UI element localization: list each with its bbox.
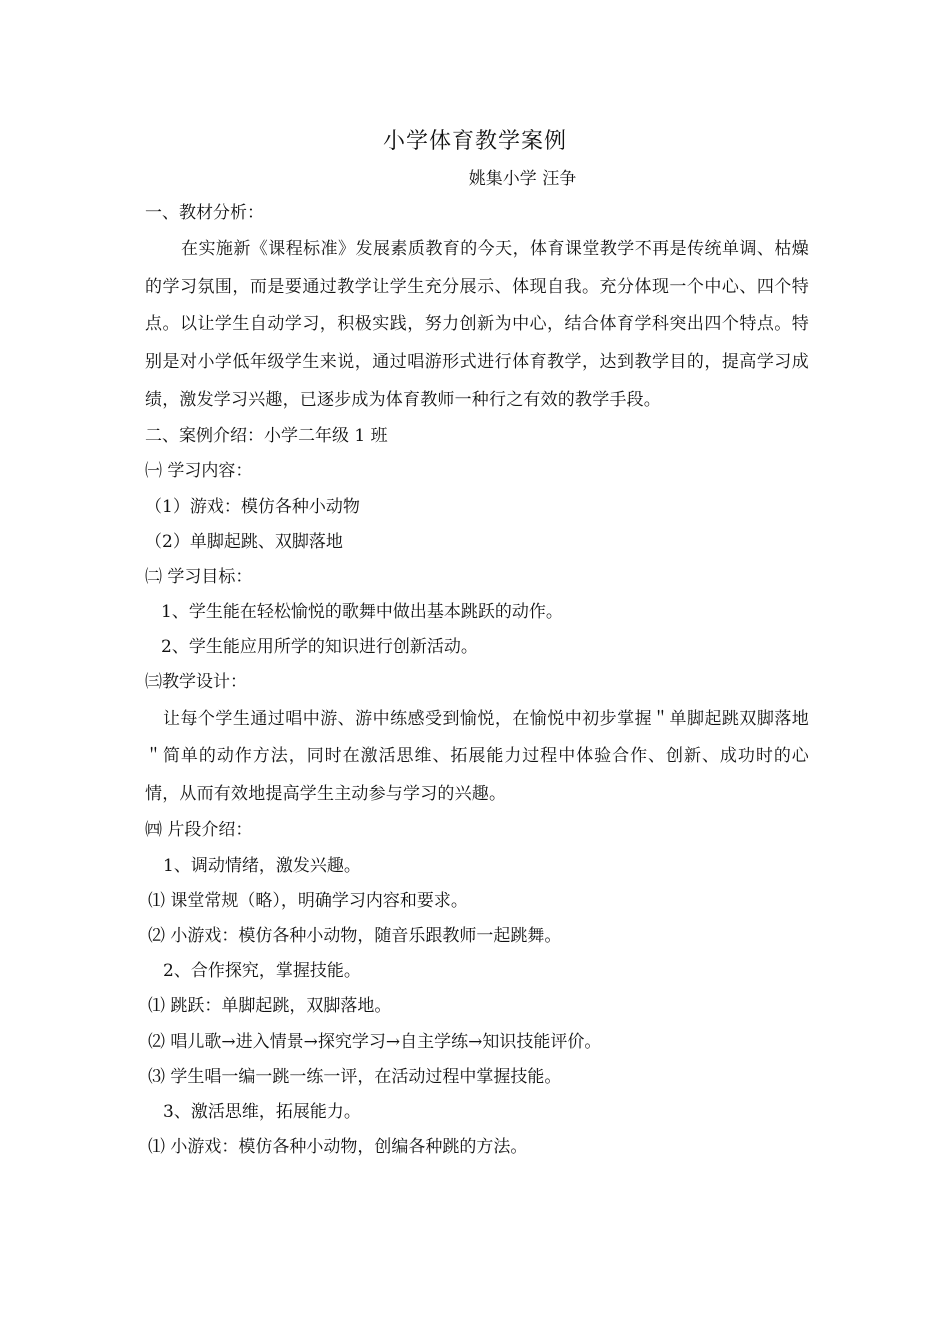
goal-item-1: 1、学生能在轻松愉悦的歌舞中做出基本跳跃的动作。 [161,602,563,623]
segment-1-b: ⑵ 小游戏：模仿各种小动物，随音乐跟教师一起跳舞。 [148,926,562,946]
segment-2-c: ⑶ 学生唱一编一跳一练一评，在活动过程中掌握技能。 [148,1066,562,1087]
content-item-2: （2）单脚起跳、双脚落地 [145,531,343,552]
design-heading: ㈢教学设计： [145,672,247,693]
segment-3-a: ⑴ 小游戏：模仿各种小动物，创编各种跳的方法。 [148,1137,528,1158]
segment-2-a: ⑴ 跳跃：单脚起跳，双脚落地。 [148,996,392,1017]
content-item-1: （1）游戏：模仿各种小动物 [145,496,360,517]
segment-2: 2、合作探究，掌握技能。 [163,961,361,982]
goal-heading: ㈡ 学习目标： [145,566,253,587]
section-heading-case: 二、案例介绍：小学二年级 1 班 [145,426,388,447]
segment-2-b: ⑵ 唱儿歌→进入情景→探究学习→自主学练→知识技能评价。 [148,1031,602,1052]
content-heading: ㈠ 学习内容： [145,461,253,482]
segment-3: 3、激活思维，拓展能力。 [163,1101,361,1122]
goal-item-2: 2、学生能应用所学的知识进行创新活动。 [161,637,478,658]
segment-heading: ㈣ 片段介绍： [145,820,253,841]
author-byline: 姚集小学 汪争 [468,169,577,189]
segment-1: 1、调动情绪，激发兴趣。 [163,855,361,876]
segment-1-a: ⑴ 课堂常规（略），明确学习内容和要求。 [148,890,468,911]
document-body [145,196,809,1165]
design-paragraph: 让每个学生通过唱中游、游中练感受到愉悦，在愉悦中初步掌握＂单脚起跳双脚落地＂简单的动作方法，同时在激活思维、拓展能力过程中体验合作、创新、成功时的心情，从而有效地提高学生主动参与学习的兴趣。 [145,708,809,804]
document-title: 小学体育教学案例 [382,129,567,154]
section-heading-analysis: 一、教材分析： [145,203,264,223]
analysis-paragraph: 在实施新《课程标准》发展素质教育的今天，体育课堂教学不再是传统单调、枯燥的学习氛围，而是要通过教学让学生充分展示、体现自我。充分体现一个中心、四个特点。以让学生自动学习，积极实践，努力创新为中心，结合体育学科突出四个特点。特别是对小学低年级学生来说，通过唱游形式进行体育教学，达到教学目的，提高学习成绩，激发学习兴趣，已逐步成为体育教师一种行之有效的教学手段。 [145,239,809,410]
